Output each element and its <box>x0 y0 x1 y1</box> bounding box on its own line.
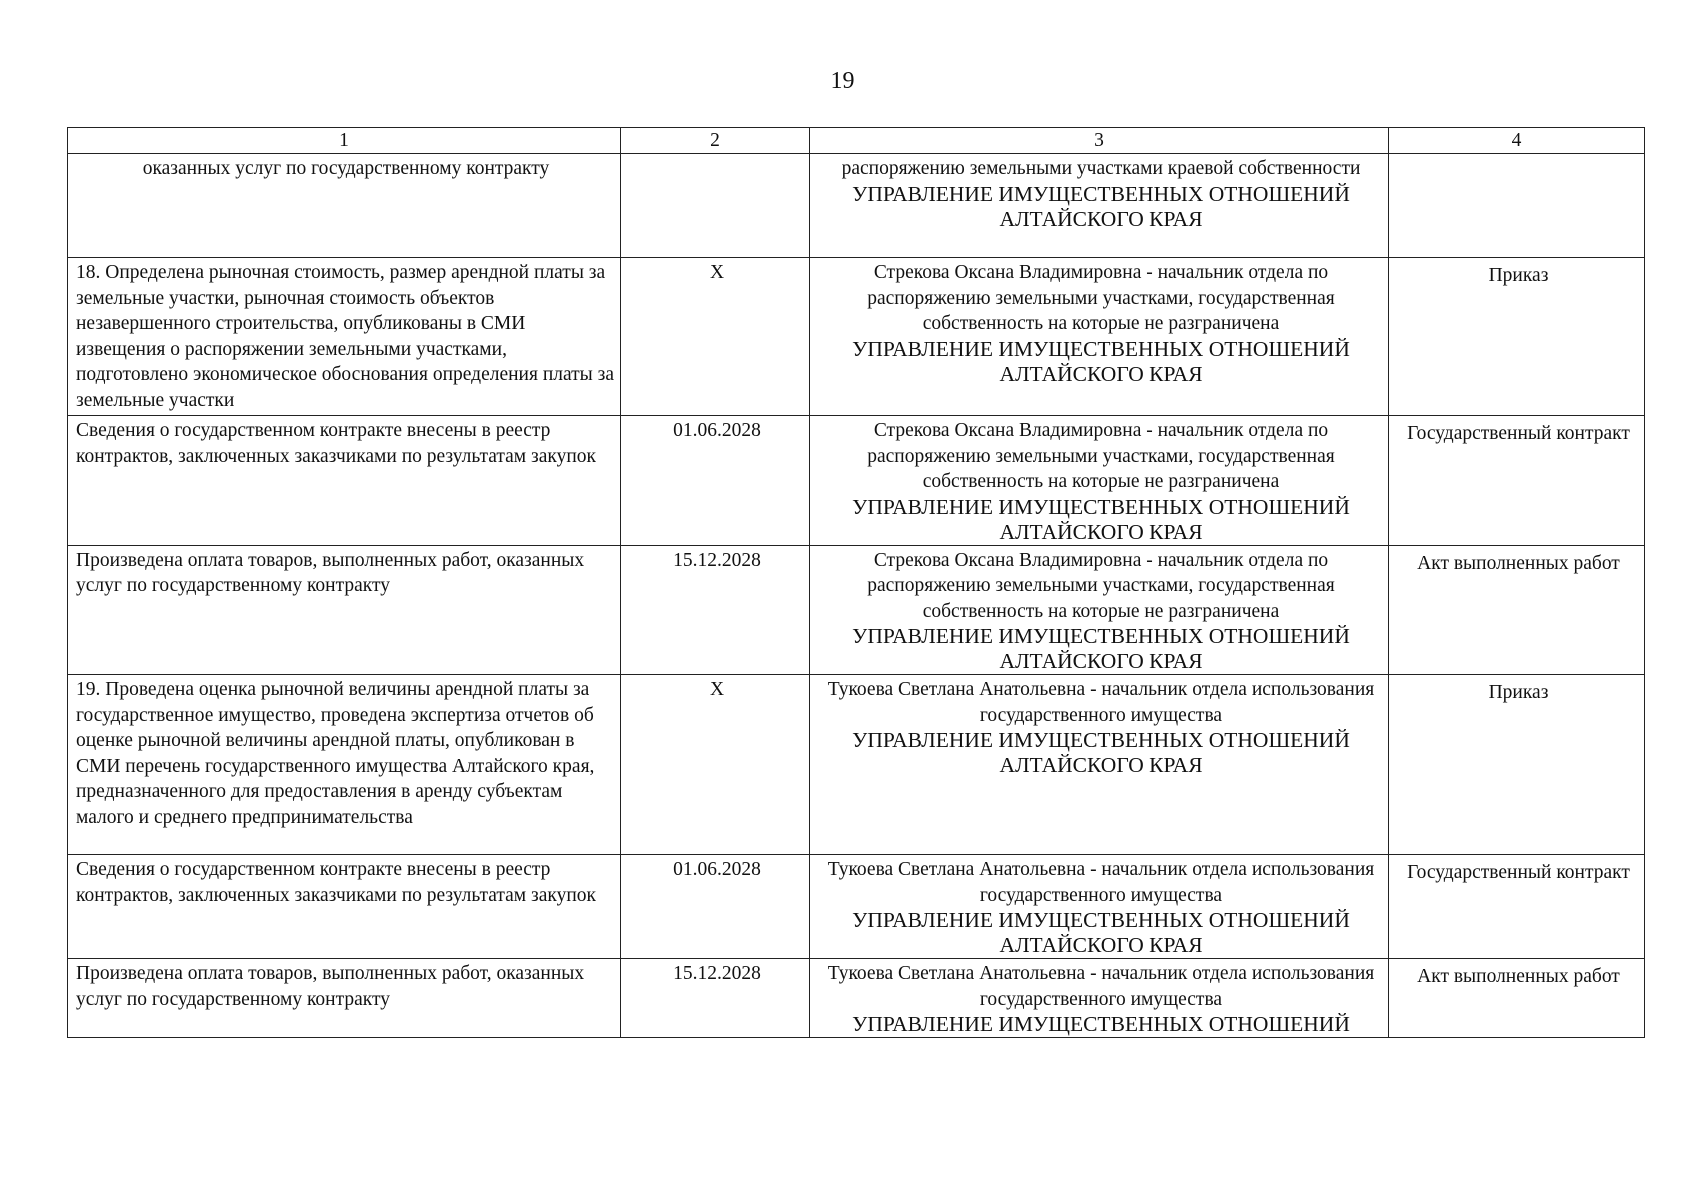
event-text: Произведена оплата товаров, выполненных работ, оказанных услуг по государственному контракту <box>76 549 585 596</box>
page-number: 19 <box>830 68 855 94</box>
responsible-cell <box>810 154 1389 258</box>
organization-line: УПРАВЛЕНИЕ ИМУЩЕСТВЕННЫХ ОТНОШЕНИЙ <box>852 728 1350 752</box>
event-text: 19. Проведена оценка рыночной величины арендной платы за государственное имущество, проведена экспертиза отчетов об оценке рыночной величины арендной платы, опубликован в СМИ перечень государственного имущества Алтайского края, предназначенного для предоставления в аренду субъектам малого и среднего предпринимательства <box>76 679 595 828</box>
event-text: 18. Определена рыночная стоимость, размер арендной платы за земельные участки, рыночная стоимость объектов незавершенного строительства, опубликованы в СМИ извещения о распоряжении земельными участками, подготовлено экономическое обоснования определения платы за земельные участки <box>76 262 615 411</box>
responsible-cell <box>810 258 1389 416</box>
document-text: Государственный контракт <box>1407 862 1630 883</box>
event-text: Сведения о государственном контракте внесены в реестр контрактов, заключенных заказчиками по результатам закупок <box>76 420 596 467</box>
column-header-2: 2 <box>621 128 810 154</box>
document-text: Приказ <box>1488 682 1549 703</box>
date-text: 01.06.2028 <box>673 420 761 441</box>
document-text: Государственный контракт <box>1407 423 1630 444</box>
event-cell <box>68 675 621 855</box>
responsible-cell <box>810 416 1389 546</box>
responsible-text: Стрекова Оксана Владимировна - начальник отдела по распоряжению земельными участками, государственная собственность на которые не разграничена <box>867 549 1335 622</box>
responsible-text: Стрекова Оксана Владимировна - начальник отдела по распоряжению земельными участками, государственная собственность на которые не разграничена <box>867 420 1335 492</box>
organization-line: АЛТАЙСКОГО КРАЯ <box>999 649 1203 673</box>
document-cell <box>1389 675 1645 855</box>
date-text: X <box>709 262 725 283</box>
date-cell <box>621 416 810 546</box>
document-cell <box>1389 959 1645 1038</box>
document-cell <box>1389 855 1645 959</box>
organization-line: УПРАВЛЕНИЕ ИМУЩЕСТВЕННЫХ ОТНОШЕНИЙ <box>852 908 1350 932</box>
document-cell <box>1389 416 1645 546</box>
event-cell <box>68 258 621 416</box>
date-cell <box>621 675 810 855</box>
table-row <box>68 675 1645 855</box>
table-header-row <box>68 128 1645 154</box>
table-row <box>68 258 1645 416</box>
date-cell <box>621 959 810 1038</box>
column-header-4: 4 <box>1389 128 1645 154</box>
responsible-cell <box>810 675 1389 855</box>
responsible-text: Стрекова Оксана Владимировна - начальник отдела по распоряжению земельными участками, государственная собственность на которые не разграничена <box>867 262 1335 334</box>
document-text <box>1397 154 1640 159</box>
document-text: Приказ <box>1488 265 1549 286</box>
organization-line: УПРАВЛЕНИЕ ИМУЩЕСТВЕННЫХ ОТНОШЕНИЙ <box>852 624 1350 648</box>
responsible-text: распоряжению земельными участками краевой собственности <box>841 158 1361 179</box>
table-row <box>68 416 1645 546</box>
responsible-text: Тукоева Светлана Анатольевна - начальник отдела использования государственного имущества <box>827 963 1375 1010</box>
date-cell <box>621 258 810 416</box>
date-cell <box>621 855 810 959</box>
organization-line: УПРАВЛЕНИЕ ИМУЩЕСТВЕННЫХ ОТНОШЕНИЙ <box>852 1012 1350 1036</box>
date-cell <box>621 154 810 258</box>
responsible-text: Тукоева Светлана Анатольевна - начальник отдела использования государственного имущества <box>827 859 1375 906</box>
date-cell <box>621 545 810 675</box>
document-cell <box>1389 154 1645 258</box>
date-text: 15.12.2028 <box>673 963 761 984</box>
document-text: Акт выполненных работ <box>1417 552 1620 574</box>
organization-line: УПРАВЛЕНИЕ ИМУЩЕСТВЕННЫХ ОТНОШЕНИЙ <box>852 336 1350 361</box>
table-row <box>68 154 1645 258</box>
plan-table <box>67 127 1645 1038</box>
column-header-3: 3 <box>810 128 1389 154</box>
event-cell <box>68 855 621 959</box>
responsible-cell <box>810 855 1389 959</box>
event-cell <box>68 959 621 1038</box>
date-text: 01.06.2028 <box>673 859 761 880</box>
date-text: 15.12.2028 <box>673 549 761 571</box>
organization-line: АЛТАЙСКОГО КРАЯ <box>999 933 1203 957</box>
responsible-cell <box>810 959 1389 1038</box>
organization-line: АЛТАЙСКОГО КРАЯ <box>999 753 1203 777</box>
event-text: Сведения о государственном контракте внесены в реестр контрактов, заключенных заказчиками по результатам закупок <box>76 859 596 906</box>
organization-line: АЛТАЙСКОГО КРАЯ <box>999 519 1203 544</box>
table-row <box>68 959 1645 1038</box>
table-row <box>68 545 1645 675</box>
organization-line: АЛТАЙСКОГО КРАЯ <box>999 206 1203 231</box>
date-text: X <box>709 679 725 700</box>
document-cell <box>1389 258 1645 416</box>
event-cell <box>68 545 621 675</box>
responsible-cell <box>810 545 1389 675</box>
document-text: Акт выполненных работ <box>1417 966 1620 987</box>
event-cell <box>68 416 621 546</box>
organization-line: УПРАВЛЕНИЕ ИМУЩЕСТВЕННЫХ ОТНОШЕНИЙ <box>852 494 1350 519</box>
organization-line: АЛТАЙСКОГО КРАЯ <box>999 361 1203 386</box>
organization-line: УПРАВЛЕНИЕ ИМУЩЕСТВЕННЫХ ОТНОШЕНИЙ <box>852 181 1350 206</box>
event-text: оказанных услуг по государственному контракту <box>142 158 550 179</box>
table-row <box>68 855 1645 959</box>
date-text <box>629 154 805 156</box>
event-text: Произведена оплата товаров, выполненных работ, оказанных услуг по государственному контракту <box>76 963 585 1010</box>
event-cell <box>68 154 621 258</box>
document-cell <box>1389 545 1645 675</box>
column-header-1: 1 <box>68 128 621 154</box>
responsible-text: Тукоева Светлана Анатольевна - начальник отдела использования государственного имущества <box>827 679 1375 726</box>
